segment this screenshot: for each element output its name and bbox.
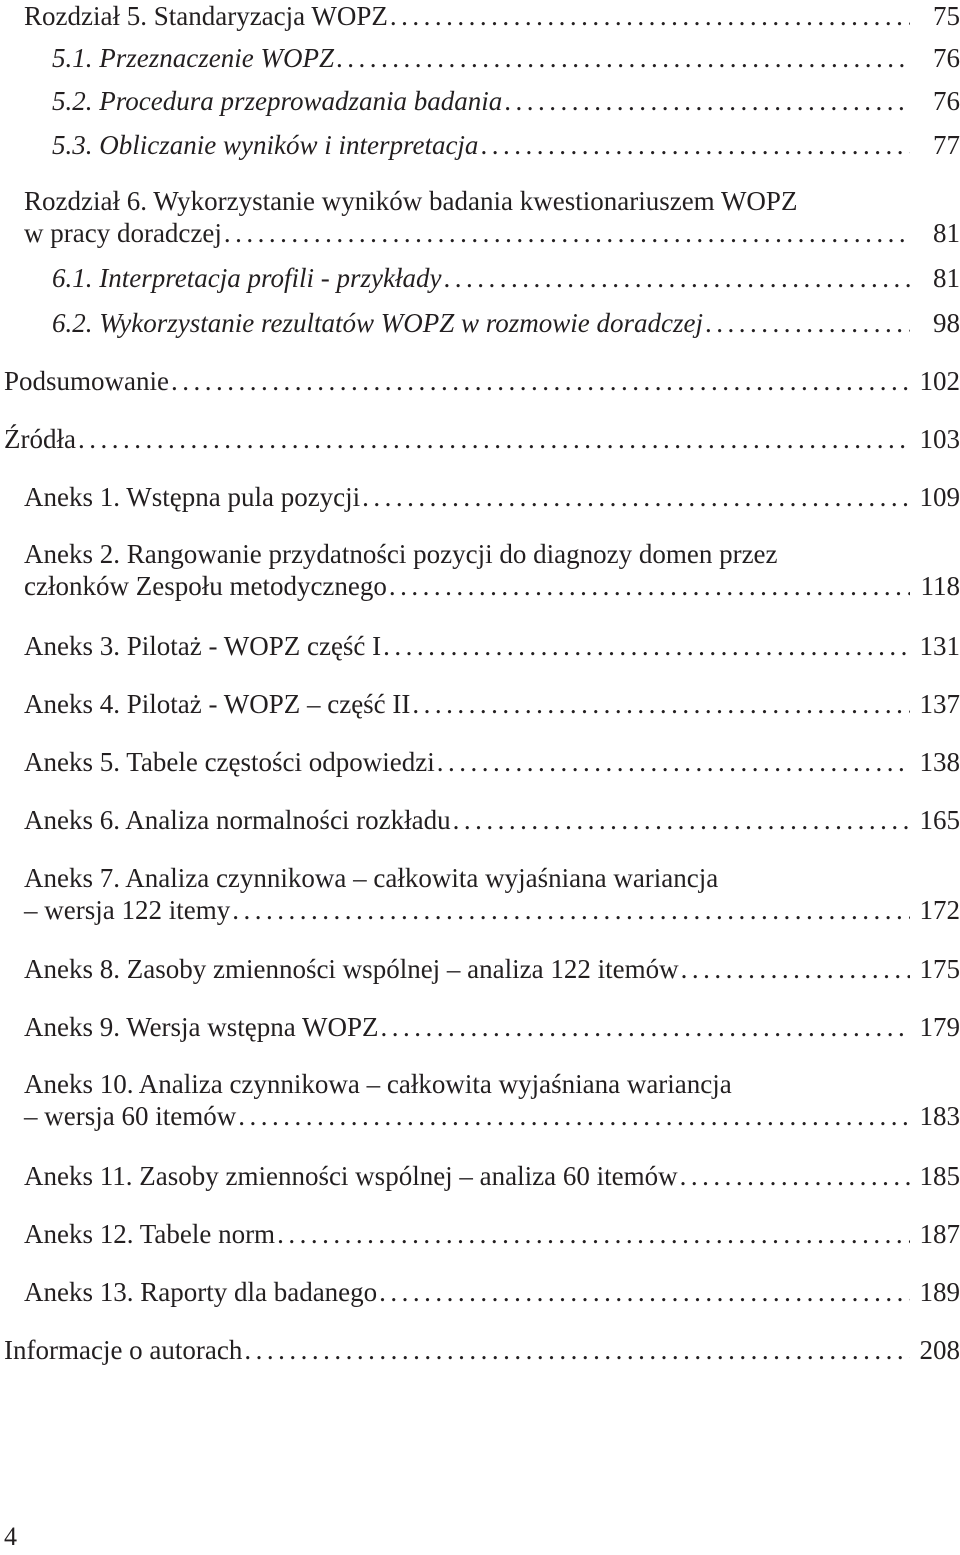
dot-leader: [381, 1011, 910, 1043]
toc-entry-page: 77: [933, 130, 960, 160]
toc-entry: [0, 42, 960, 74]
toc-entry-title: członków Zespołu metodycznego: [24, 571, 387, 601]
toc-entry-title: 5.1. Przeznaczenie WOPZ: [52, 43, 334, 73]
toc-entry-page: 81: [933, 218, 960, 248]
toc-entry: [0, 538, 960, 602]
toc-entry-page: 76: [933, 86, 960, 116]
toc-entry: [0, 307, 960, 339]
dot-leader: [443, 262, 910, 294]
toc-entry: [0, 630, 960, 662]
toc-entry-title-line1: Aneks 7. Analiza czynnikowa – całkowita wyjaśniana wariancja: [24, 863, 719, 893]
toc-entry-page: 137: [919, 689, 960, 719]
toc-entry: [0, 262, 960, 294]
dot-leader: [680, 1160, 910, 1192]
toc-entry: [0, 0, 960, 32]
toc-entry-title: 6.1. Interpretacja profili - przykłady: [52, 263, 442, 293]
toc-entry: [0, 481, 960, 513]
toc-entry-title: Aneks 1. Wstępna pula pozycji: [24, 482, 361, 512]
dot-leader: [681, 953, 910, 985]
toc-entry: [0, 1276, 960, 1308]
dot-leader: [379, 1276, 910, 1308]
toc-entry-page: 175: [919, 954, 960, 984]
dot-leader: [480, 129, 910, 161]
toc-entry: [0, 862, 960, 926]
dot-leader: [232, 894, 910, 926]
toc-entry-title: – wersja 60 itemów: [24, 1101, 237, 1131]
dot-leader: [705, 307, 910, 339]
dot-leader: [78, 423, 910, 455]
toc-entry-title: Aneks 6. Analiza normalności rozkładu: [24, 805, 451, 835]
toc-entry-page: 179: [919, 1012, 960, 1042]
toc-entry: [0, 365, 960, 397]
toc-entry-page: 98: [933, 308, 960, 338]
toc-entry-title: Aneks 8. Zasoby zmienności wspólnej – analiza 122 itemów: [24, 954, 679, 984]
toc-entry: [0, 1160, 960, 1192]
toc-entry-title: 5.2. Procedura przeprowadzania badania: [52, 86, 503, 116]
dot-leader: [171, 365, 910, 397]
toc-entry-title: 6.2. Wykorzystanie rezultatów WOPZ w rozmowie doradczej: [52, 308, 703, 338]
toc-entry: [0, 1068, 960, 1132]
dot-leader: [244, 1334, 910, 1366]
dot-leader: [389, 570, 910, 602]
toc-entry-title: – wersja 122 itemy: [24, 895, 231, 925]
dot-leader: [453, 804, 910, 836]
toc-entry: [0, 1218, 960, 1250]
dot-leader: [504, 85, 910, 117]
toc-entry: [0, 1011, 960, 1043]
dot-leader: [412, 688, 910, 720]
toc-entry-title: Aneks 3. Pilotaż - WOPZ część I: [24, 631, 382, 661]
toc-entry: [0, 953, 960, 985]
toc-entry: [0, 85, 960, 117]
toc-entry-title: Aneks 13. Raporty dla badanego: [24, 1277, 378, 1307]
toc-entry-title: Aneks 9. Wersja wstępna WOPZ: [24, 1012, 379, 1042]
toc-entry-title: Informacje o autorach: [4, 1335, 243, 1365]
toc-entry-page: 75: [933, 1, 960, 31]
toc-entry-page: 189: [919, 1277, 960, 1307]
toc-entry-page: 187: [919, 1219, 960, 1249]
toc-entry-page: 208: [919, 1335, 960, 1365]
dot-leader: [224, 217, 910, 249]
dot-leader: [437, 746, 910, 778]
dot-leader: [238, 1100, 910, 1132]
toc-entry-title: Aneks 11. Zasoby zmienności wspólnej – analiza 60 itemów: [24, 1161, 678, 1191]
toc-entry-page: 172: [919, 895, 960, 925]
toc-entry-page: 103: [919, 424, 960, 454]
dot-leader: [390, 0, 910, 32]
toc-entry-title: Źródła: [4, 424, 76, 454]
toc-entry-title: Aneks 12. Tabele norm: [24, 1219, 276, 1249]
toc-entry: [0, 185, 960, 249]
toc-entry-page: 118: [920, 571, 960, 601]
toc-entry-page: 76: [933, 43, 960, 73]
toc-entry: [0, 746, 960, 778]
page-number: 4: [4, 1522, 17, 1551]
toc-entry-page: 102: [919, 366, 960, 396]
toc-entry-title: Rozdział 5. Standaryzacja WOPZ: [24, 1, 388, 31]
toc-entry-title-line1: Rozdział 6. Wykorzystanie wyników badania kwestionariuszem WOPZ: [24, 186, 798, 216]
toc-entry: [0, 423, 960, 455]
dot-leader: [336, 42, 910, 74]
toc-entry-page: 183: [919, 1101, 960, 1131]
toc-entry-title: w pracy doradczej: [24, 218, 222, 248]
toc-entry-page: 165: [919, 805, 960, 835]
toc-entry-page: 185: [919, 1161, 960, 1191]
toc-entry-page: 138: [919, 747, 960, 777]
toc-entry-title: Podsumowanie: [4, 366, 169, 396]
dot-leader: [277, 1218, 910, 1250]
toc-entry-page: 81: [933, 263, 960, 293]
dot-leader: [383, 630, 910, 662]
toc-entry-title: Aneks 4. Pilotaż - WOPZ – część II: [24, 689, 411, 719]
toc-entry: [0, 688, 960, 720]
toc-entry: [0, 129, 960, 161]
toc-entry-title: Aneks 5. Tabele częstości odpowiedzi: [24, 747, 435, 777]
toc-entry-page: 131: [919, 631, 960, 661]
toc-entry: [0, 804, 960, 836]
dot-leader: [362, 481, 910, 513]
toc-entry-title: 5.3. Obliczanie wyników i interpretacja: [52, 130, 479, 160]
toc-entry-title-line1: Aneks 10. Analiza czynnikowa – całkowita wyjaśniana wariancja: [24, 1069, 732, 1099]
toc-entry: [0, 1334, 960, 1366]
toc-entry-title-line1: Aneks 2. Rangowanie przydatności pozycji do diagnozy domen przez: [24, 539, 778, 569]
toc-entry-page: 109: [919, 482, 960, 512]
